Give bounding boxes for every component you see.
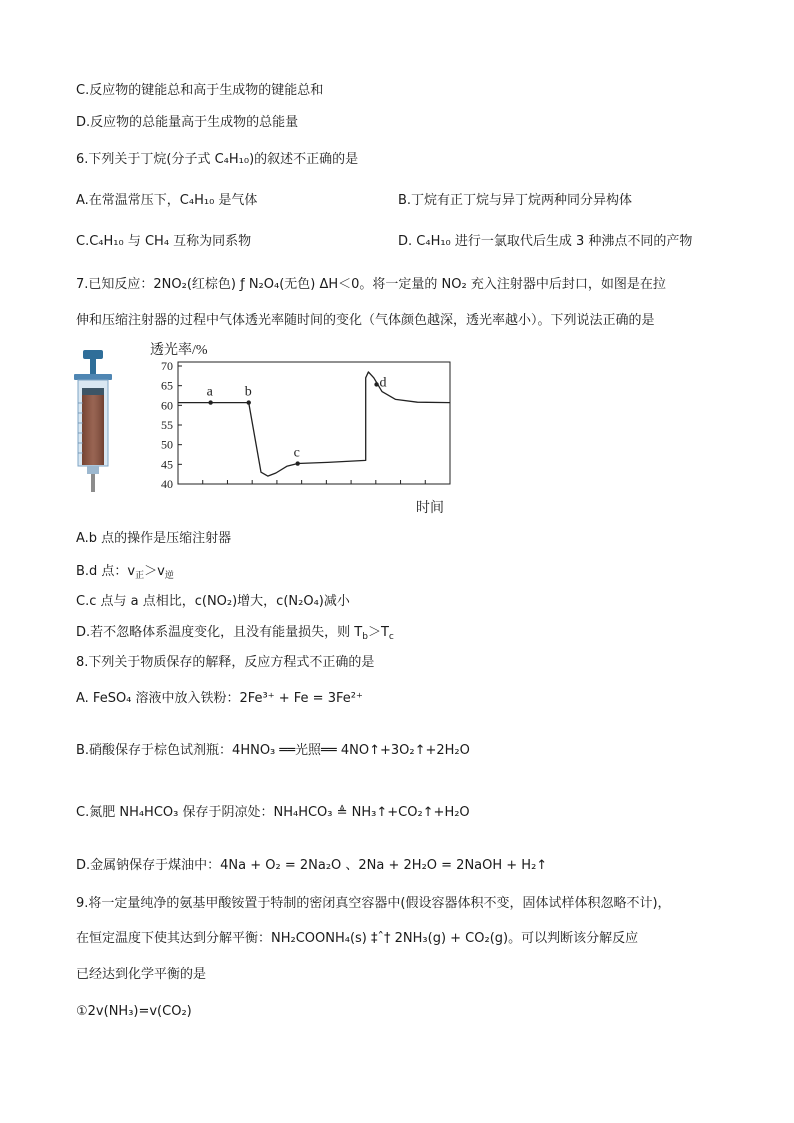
point-label-b: b bbox=[244, 384, 252, 400]
q9-stem-line3: 已经达到化学平衡的是 bbox=[76, 967, 207, 982]
point-d bbox=[374, 382, 378, 386]
q8-option-d: D.金属钠保存于煤油中：4Na + O₂ = 2Na₂O 、2Na + 2H₂O = 2NaOH + H₂↑ bbox=[76, 858, 548, 873]
chart-frame bbox=[178, 362, 450, 484]
q9-stem-line1: 9.将一定量纯净的氨基甲酸铵置于特制的密闭真空容器中(假设容器体积不变，固体试样体积忽略不计)， bbox=[76, 896, 671, 911]
q6-option-b: B.丁烷有正丁烷与异丁烷两种同分异构体 bbox=[398, 193, 633, 208]
x-axis-label: 时间 bbox=[416, 501, 444, 516]
y-tick-label: 60 bbox=[161, 398, 173, 413]
q8-stem: 8.下列关于物质保存的解释，反应方程式不正确的是 bbox=[76, 655, 375, 670]
transmittance-chart bbox=[60, 338, 460, 518]
q8-option-b: B.硝酸保存于棕色试剂瓶：4HNO₃ ══光照══ 4NO↑+3O₂↑+2H₂O bbox=[76, 743, 470, 758]
q7-stem-line1: 7.已知反应：2NO₂(红棕色) ƒ N₂O₄(无色) ΔH＜0。将一定量的 NO₂ 充入注射器中后封口，如图是在拉 bbox=[76, 277, 666, 292]
q7-option-b: B.d 点：$v_正>v_逆$ bbox=[76, 564, 174, 581]
y-tick-label: 70 bbox=[161, 359, 173, 373]
q8-option-a: A. FeSO₄ 溶液中放入铁粉：2Fe³⁺ + Fe = 3Fe²⁺ bbox=[76, 691, 363, 706]
q6-stem: 6.下列关于丁烷(分子式 C₄H₁₀)的叙述不正确的是 bbox=[76, 152, 359, 167]
y-tick-label: 40 bbox=[161, 477, 173, 491]
q7-option-d: D.若不忽略体系温度变化，且没有能量损失，则 $T_b>T_c$ bbox=[76, 625, 394, 642]
y-tick-label: 65 bbox=[161, 378, 173, 393]
y-tick-label: 45 bbox=[161, 457, 173, 472]
point-label-a: a bbox=[206, 384, 213, 400]
point-a bbox=[208, 400, 212, 404]
y-axis-label: 透光率/% bbox=[150, 343, 208, 358]
q6-option-c: C.C₄H₁₀ 与 CH₄ 互称为同系物 bbox=[76, 234, 252, 249]
q7-option-c: C.c 点与 a 点相比，c(NO₂)增大，c(N₂O₄)减小 bbox=[76, 594, 350, 609]
y-tick-label: 50 bbox=[161, 437, 173, 452]
q5-option-c: C.反应物的键能总和高于生成物的键能总和 bbox=[76, 83, 324, 98]
q9-item-1: ①2v(NH₃)=v(CO₂) bbox=[76, 1004, 192, 1019]
point-label-c: c bbox=[293, 445, 300, 461]
q6-option-a: A.在常温常压下，C₄H₁₀ 是气体 bbox=[76, 193, 258, 208]
q5-option-d: D.反应物的总能量高于生成物的总能量 bbox=[76, 115, 299, 130]
q7-option-a: A.b 点的操作是压缩注射器 bbox=[76, 531, 232, 546]
q7-stem-line2: 伸和压缩注射器的过程中气体透光率随时间的变化（气体颜色越深，透光率越小）。下列说法正确的是 bbox=[76, 313, 655, 328]
q6-option-d: D. C₄H₁₀ 进行一氯取代后生成 3 种沸点不同的产物 bbox=[398, 234, 693, 249]
point-c bbox=[295, 461, 299, 465]
y-tick-label: 55 bbox=[161, 418, 173, 432]
q9-stem-line2: 在恒定温度下使其达到分解平衡：NH₂COONH₄(s) ‡ˆ† 2NH₃(g) + CO₂(g)。可以判断该分解反应 bbox=[76, 931, 639, 946]
transmittance-curve bbox=[178, 372, 450, 476]
point-b bbox=[247, 400, 251, 404]
point-label-d: d bbox=[379, 375, 387, 391]
q8-option-c: C.氮肥 NH₄HCO₃ 保存于阴凉处：NH₄HCO₃ ≜ NH₃↑+CO₂↑+H₂O bbox=[76, 805, 470, 820]
